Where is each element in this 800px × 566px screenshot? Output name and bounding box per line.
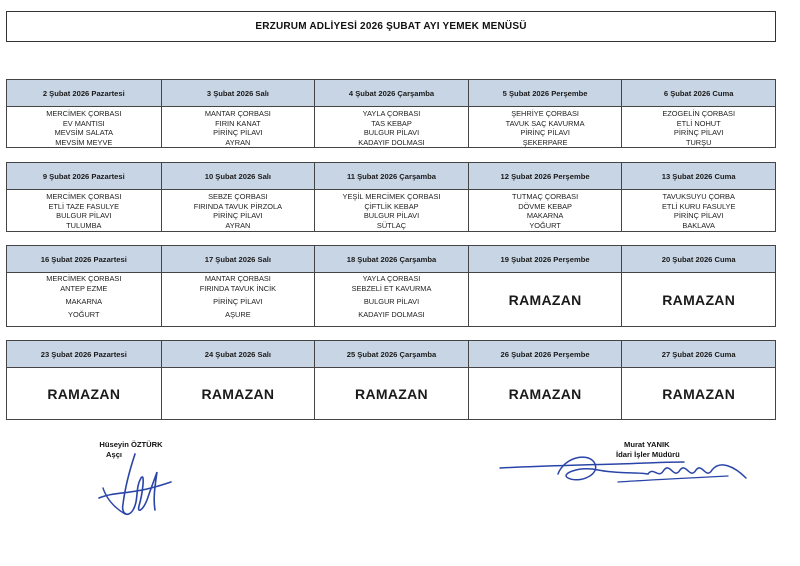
day-date: 3 Şubat 2026 Salı xyxy=(162,80,315,107)
signature-stroke xyxy=(558,457,648,480)
menu-item: YOĞURT xyxy=(529,220,561,230)
day-menu xyxy=(315,107,468,147)
day-date: 26 Şubat 2026 Perşembe xyxy=(469,341,622,368)
week-row-1 xyxy=(6,79,776,148)
day-date: 10 Şubat 2026 Salı xyxy=(162,163,315,190)
signer-name: Hüseyin ÖZTÜRK xyxy=(99,440,163,449)
menu-item: YAYLA ÇORBASI xyxy=(362,109,421,118)
day-cell xyxy=(314,246,468,326)
day-cell xyxy=(468,341,622,419)
day-cell xyxy=(621,246,775,326)
menu-item: TULUMBA xyxy=(66,220,102,230)
menu-item: ETLİ TAZE FASULYE xyxy=(48,201,120,211)
menu-item: SEBZE ÇORBASI xyxy=(208,192,268,201)
menu-item: EV MANTISI xyxy=(62,118,105,128)
day-menu xyxy=(162,190,315,231)
day-menu xyxy=(162,107,315,147)
day-menu xyxy=(315,190,468,231)
menu-item: YOĞURT xyxy=(68,310,100,320)
menu-item: ŞEHRİYE ÇORBASI xyxy=(511,109,579,118)
ramazan-label: RAMAZAN xyxy=(201,385,275,402)
day-cell xyxy=(7,80,161,147)
menu-item-group xyxy=(200,274,276,293)
day-date: 19 Şubat 2026 Perşembe xyxy=(469,246,622,273)
menu-item: PİRİNÇ PİLAVI xyxy=(673,128,724,138)
menu-item: BULGUR PİLAVI xyxy=(363,128,420,138)
day-cell xyxy=(161,163,315,231)
menu-item: MAKARNA xyxy=(65,297,103,306)
menu-item: KADAYIF DOLMASI xyxy=(358,137,425,147)
menu-item: PİRİNÇ PİLAVI xyxy=(520,128,570,138)
menu-item: MERCİMEK ÇORBASI xyxy=(46,109,122,118)
day-menu xyxy=(7,107,161,147)
day-date: 20 Şubat 2026 Cuma xyxy=(622,246,775,273)
menu-item-group xyxy=(46,274,121,293)
menu-item: PİRİNÇ PİLAVI xyxy=(673,211,724,221)
day-menu xyxy=(622,190,775,231)
signature-stroke xyxy=(103,488,125,514)
menu-item: PİRİNÇ PİLAVI xyxy=(213,211,263,221)
week-row-4 xyxy=(6,340,776,420)
menu-item: DÖVME KEBAP xyxy=(518,201,572,211)
day-date: 9 Şubat 2026 Pazartesi xyxy=(7,163,161,190)
day-menu xyxy=(7,190,161,231)
menu-item: MANTAR ÇORBASI xyxy=(204,109,271,118)
menu-item: BAKLAVA xyxy=(682,220,715,230)
menu-item: FIRIN KANAT xyxy=(215,118,261,128)
menu-item: SEBZELİ ET KAVURMA xyxy=(351,283,432,293)
menu-item: MERCİMEK ÇORBASI xyxy=(46,192,122,201)
menu-item: BULGUR PİLAVI xyxy=(363,297,420,306)
day-cell xyxy=(7,163,161,231)
day-date: 6 Şubat 2026 Cuma xyxy=(622,80,775,107)
menu-item: AŞURE xyxy=(225,310,251,320)
menu-item: ÇİFTLİK KEBAP xyxy=(364,201,419,211)
signature-stroke xyxy=(500,462,684,468)
day-cell xyxy=(621,80,775,147)
day-cell xyxy=(314,163,468,231)
day-cell xyxy=(161,80,315,147)
day-cell xyxy=(621,341,775,419)
menu-item: YAYLA ÇORBASI xyxy=(362,274,421,283)
day-date: 5 Şubat 2026 Perşembe xyxy=(469,80,622,107)
menu-item: BULGUR PİLAVI xyxy=(56,211,112,221)
day-cell xyxy=(314,341,468,419)
menu-item: MEVSİM SALATA xyxy=(54,128,114,138)
day-menu xyxy=(7,273,161,326)
day-cell xyxy=(468,246,622,326)
signer-name: Murat YANIK xyxy=(624,440,670,449)
day-date: 18 Şubat 2026 Çarşamba xyxy=(315,246,468,273)
menu-item: ETLİ KURU FASULYE xyxy=(662,201,736,211)
menu-item: BULGUR PİLAVI xyxy=(363,211,420,221)
signature-stroke xyxy=(123,454,157,514)
day-date: 25 Şubat 2026 Çarşamba xyxy=(315,341,468,368)
menu-item: ANTEP EZME xyxy=(60,283,108,293)
menu-title: ERZURUM ADLİYESİ 2026 ŞUBAT AYI YEMEK MENÜSÜ xyxy=(6,11,776,42)
menu-item: TAS KEBAP xyxy=(371,118,412,128)
ramazan-label: RAMAZAN xyxy=(662,291,736,308)
day-cell xyxy=(7,246,161,326)
day-cell xyxy=(161,341,315,419)
signature-stroke xyxy=(648,465,746,478)
ramazan-label: RAMAZAN xyxy=(508,385,582,402)
day-cell xyxy=(314,80,468,147)
day-cell xyxy=(468,80,622,147)
signature-stroke xyxy=(99,482,171,498)
day-menu xyxy=(162,273,315,326)
day-date: 24 Şubat 2026 Salı xyxy=(162,341,315,368)
day-date: 12 Şubat 2026 Perşembe xyxy=(469,163,622,190)
week-row-3 xyxy=(6,245,776,327)
day-date: 27 Şubat 2026 Cuma xyxy=(622,341,775,368)
menu-item: KADAYIF DOLMASI xyxy=(358,310,425,320)
day-date: 11 Şubat 2026 Çarşamba xyxy=(315,163,468,190)
day-cell xyxy=(468,163,622,231)
day-date: 2 Şubat 2026 Pazartesi xyxy=(7,80,161,107)
menu-item: YEŞİL MERCİMEK ÇORBASI xyxy=(342,192,441,201)
day-cell xyxy=(7,341,161,419)
menu-item: MEVSİM MEYVE xyxy=(55,137,113,147)
menu-item: AYRAN xyxy=(225,220,251,230)
menu-item: MANTAR ÇORBASI xyxy=(204,274,271,283)
menu-item: AYRAN xyxy=(225,137,251,147)
week-row-2 xyxy=(6,162,776,232)
day-date: 23 Şubat 2026 Pazartesi xyxy=(7,341,161,368)
day-date: 16 Şubat 2026 Pazartesi xyxy=(7,246,161,273)
menu-item: TAVUKSUYU ÇORBA xyxy=(662,192,735,201)
signature-stroke xyxy=(618,476,728,482)
menu-item: FIRINDA TAVUK PİRZOLA xyxy=(193,201,283,211)
day-date: 13 Şubat 2026 Cuma xyxy=(622,163,775,190)
menu-item: PİRİNÇ PİLAVI xyxy=(213,297,263,306)
menu-item: MERCİMEK ÇORBASI xyxy=(46,274,122,283)
day-menu xyxy=(469,107,622,147)
menu-item: ŞEKERPARE xyxy=(522,137,568,147)
menu-item: TUTMAÇ ÇORBASI xyxy=(512,192,579,201)
day-date: 17 Şubat 2026 Salı xyxy=(162,246,315,273)
menu-item: SÜTLAÇ xyxy=(376,220,407,230)
day-menu xyxy=(315,273,468,326)
ramazan-label: RAMAZAN xyxy=(662,385,736,402)
menu-item: TURŞU xyxy=(685,137,712,147)
signer-role: İdari İşler Müdürü xyxy=(616,450,680,459)
day-menu xyxy=(622,107,775,147)
day-cell xyxy=(621,163,775,231)
signature-scribble-left xyxy=(95,448,175,528)
ramazan-label: RAMAZAN xyxy=(355,385,428,402)
signature-scribble-right xyxy=(498,448,758,498)
menu-item: TAVUK SAÇ KAVURMA xyxy=(505,118,585,128)
menu-item: MAKARNA xyxy=(526,211,564,221)
menu-item: FIRINDA TAVUK İNCİK xyxy=(199,283,277,293)
ramazan-label: RAMAZAN xyxy=(508,291,582,308)
day-date: 4 Şubat 2026 Çarşamba xyxy=(315,80,468,107)
menu-item: EZOGELİN ÇORBASI xyxy=(662,109,736,118)
menu-item: ETLİ NOHUT xyxy=(676,118,721,128)
menu-item-group xyxy=(352,274,432,293)
menu-item: PİRİNÇ PİLAVI xyxy=(213,128,263,138)
ramazan-label: RAMAZAN xyxy=(47,385,121,402)
day-cell xyxy=(161,246,315,326)
day-menu xyxy=(469,190,622,231)
signer-role: Aşçı xyxy=(106,450,123,459)
